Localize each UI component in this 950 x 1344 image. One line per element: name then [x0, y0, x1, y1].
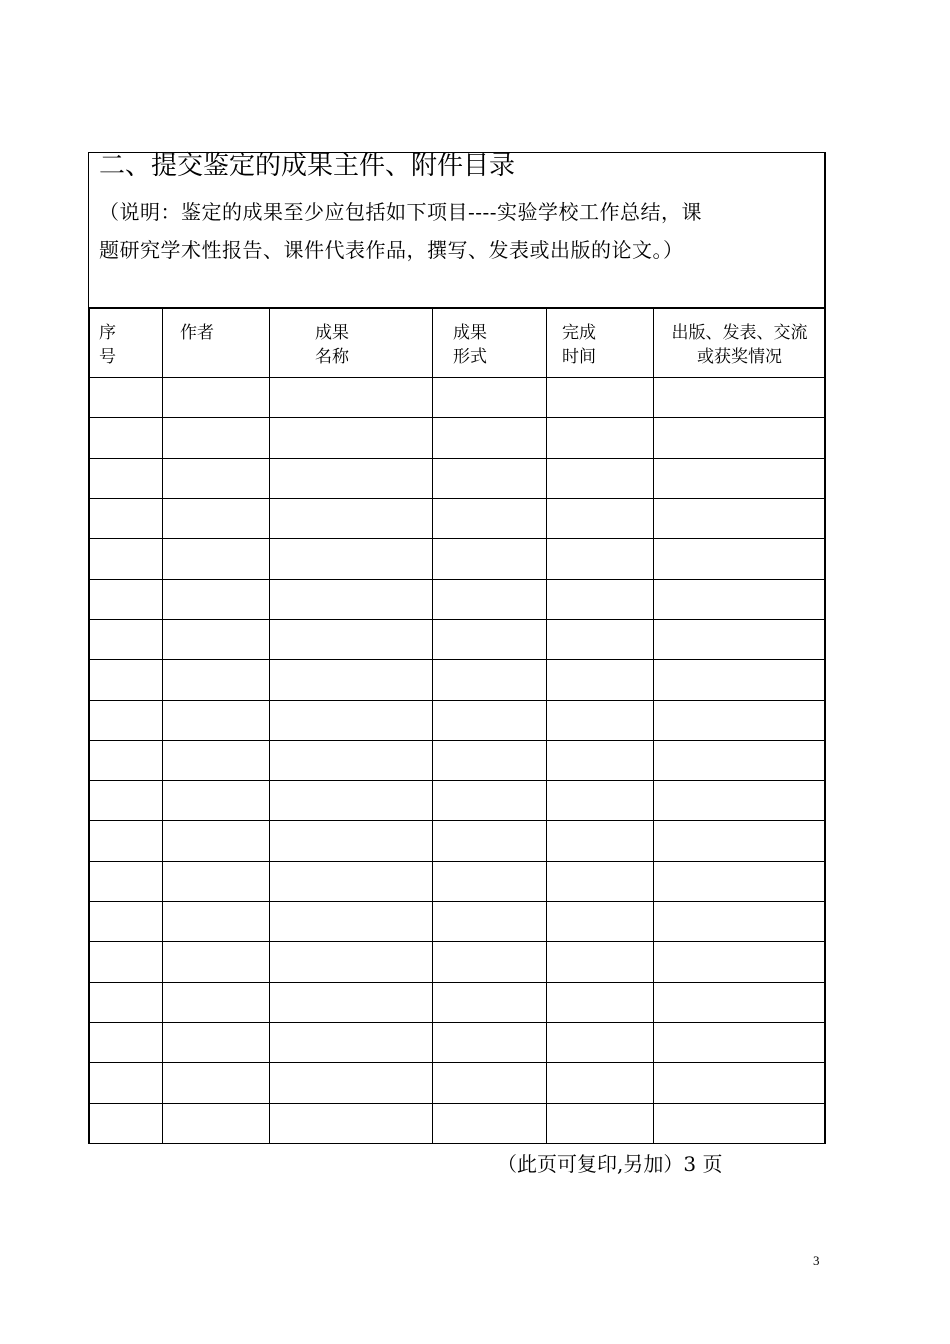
header-publication-status — [654, 309, 826, 378]
time-cell[interactable] — [547, 660, 654, 700]
author-cell[interactable] — [163, 821, 270, 861]
form-cell[interactable] — [433, 781, 547, 821]
author-cell[interactable] — [163, 619, 270, 659]
table-row — [90, 539, 826, 579]
table-row — [90, 458, 826, 498]
author-cell[interactable] — [163, 660, 270, 700]
achievement-catalog-table — [89, 308, 826, 1144]
publication-cell[interactable] — [654, 902, 826, 942]
name-cell[interactable] — [270, 781, 433, 821]
name-cell[interactable] — [270, 740, 433, 780]
form-cell[interactable] — [433, 458, 547, 498]
table-row — [90, 1063, 826, 1103]
form-cell[interactable] — [433, 498, 547, 538]
form-cell[interactable] — [433, 1063, 547, 1103]
table-row — [90, 700, 826, 740]
author-cell[interactable] — [163, 700, 270, 740]
author-cell[interactable] — [163, 579, 270, 619]
form-cell[interactable] — [433, 660, 547, 700]
header-achievement-form — [433, 309, 547, 378]
header-name-line-1: 成果 — [315, 323, 349, 343]
name-cell[interactable] — [270, 458, 433, 498]
name-cell[interactable] — [270, 982, 433, 1022]
serial-cell[interactable] — [90, 1023, 163, 1063]
name-cell[interactable] — [270, 579, 433, 619]
author-cell[interactable] — [163, 740, 270, 780]
time-cell[interactable] — [547, 982, 654, 1022]
publication-cell[interactable] — [654, 498, 826, 538]
header-completion-time — [547, 309, 654, 378]
section-note — [99, 193, 819, 269]
serial-cell[interactable] — [90, 700, 163, 740]
serial-cell[interactable] — [90, 498, 163, 538]
section-title: 二、提交鉴定的成果主件、附件目录 — [99, 151, 516, 181]
publication-cell[interactable] — [654, 458, 826, 498]
author-cell[interactable] — [163, 418, 270, 458]
serial-cell[interactable] — [90, 781, 163, 821]
table-row — [90, 378, 826, 418]
page-number: 3 — [813, 1253, 820, 1268]
footer-note: （此页可复印,另加）3 页 — [497, 1152, 723, 1176]
author-cell[interactable] — [163, 781, 270, 821]
serial-cell[interactable] — [90, 1063, 163, 1103]
header-achievement-name — [270, 309, 433, 378]
serial-cell[interactable] — [90, 619, 163, 659]
serial-cell[interactable] — [90, 539, 163, 579]
author-cell[interactable] — [163, 982, 270, 1022]
publication-cell[interactable] — [654, 821, 826, 861]
name-cell[interactable] — [270, 619, 433, 659]
publication-cell[interactable] — [654, 378, 826, 418]
table-row — [90, 579, 826, 619]
time-cell[interactable] — [547, 740, 654, 780]
serial-cell[interactable] — [90, 458, 163, 498]
name-cell[interactable] — [270, 861, 433, 901]
publication-cell[interactable] — [654, 861, 826, 901]
publication-cell[interactable] — [654, 1023, 826, 1063]
form-cell[interactable] — [433, 378, 547, 418]
header-publication-line-1: 出版、发表、交流 — [671, 323, 808, 343]
time-cell[interactable] — [547, 458, 654, 498]
catalog-form — [88, 152, 826, 1144]
publication-cell[interactable] — [654, 982, 826, 1022]
header-form-line-1: 成果 — [453, 323, 487, 343]
section-note-line-1: （说明：鉴定的成果至少应包括如下项目----实验学校工作总结，课 — [99, 200, 703, 224]
name-cell[interactable] — [270, 942, 433, 982]
form-cell[interactable] — [433, 1103, 547, 1143]
name-cell[interactable] — [270, 700, 433, 740]
name-cell[interactable] — [270, 660, 433, 700]
publication-cell[interactable] — [654, 539, 826, 579]
time-cell[interactable] — [547, 1063, 654, 1103]
table-body — [90, 378, 826, 1144]
name-cell[interactable] — [270, 1103, 433, 1143]
author-cell[interactable] — [163, 539, 270, 579]
serial-cell[interactable] — [90, 821, 163, 861]
author-cell[interactable] — [163, 1023, 270, 1063]
form-header-block — [89, 153, 824, 308]
time-cell[interactable] — [547, 821, 654, 861]
time-cell[interactable] — [547, 781, 654, 821]
form-cell[interactable] — [433, 619, 547, 659]
serial-cell[interactable] — [90, 418, 163, 458]
time-cell[interactable] — [547, 902, 654, 942]
header-form-line-2: 形式 — [453, 347, 487, 367]
time-cell[interactable] — [547, 418, 654, 458]
serial-cell[interactable] — [90, 861, 163, 901]
time-cell[interactable] — [547, 700, 654, 740]
publication-cell[interactable] — [654, 418, 826, 458]
name-cell[interactable] — [270, 1023, 433, 1063]
time-cell[interactable] — [547, 579, 654, 619]
author-cell[interactable] — [163, 942, 270, 982]
header-serial-line-1: 序 — [99, 323, 116, 343]
table-row — [90, 740, 826, 780]
section-note-line-2: 题研究学术性报告、课件代表作品，撰写、发表或出版的论文。） — [99, 238, 684, 262]
table-header-row — [90, 309, 826, 378]
form-cell[interactable] — [433, 740, 547, 780]
author-cell[interactable] — [163, 498, 270, 538]
author-cell[interactable] — [163, 902, 270, 942]
author-cell[interactable] — [163, 1063, 270, 1103]
time-cell[interactable] — [547, 942, 654, 982]
publication-cell[interactable] — [654, 1063, 826, 1103]
form-cell[interactable] — [433, 902, 547, 942]
form-cell[interactable] — [433, 1023, 547, 1063]
form-cell[interactable] — [433, 700, 547, 740]
form-cell[interactable] — [433, 942, 547, 982]
serial-cell[interactable] — [90, 982, 163, 1022]
time-cell[interactable] — [547, 378, 654, 418]
name-cell[interactable] — [270, 498, 433, 538]
publication-cell[interactable] — [654, 660, 826, 700]
form-cell[interactable] — [433, 579, 547, 619]
name-cell[interactable] — [270, 902, 433, 942]
time-cell[interactable] — [547, 619, 654, 659]
time-cell[interactable] — [547, 498, 654, 538]
form-cell[interactable] — [433, 821, 547, 861]
header-name-line-2: 名称 — [315, 347, 349, 367]
author-cell[interactable] — [163, 378, 270, 418]
header-serial-line-2: 号 — [99, 347, 116, 367]
table-row — [90, 1023, 826, 1063]
publication-cell[interactable] — [654, 579, 826, 619]
serial-cell[interactable] — [90, 740, 163, 780]
header-author-line-1: 作者 — [180, 323, 214, 343]
publication-cell[interactable] — [654, 700, 826, 740]
publication-cell[interactable] — [654, 781, 826, 821]
table-row — [90, 781, 826, 821]
serial-cell[interactable] — [90, 378, 163, 418]
form-cell[interactable] — [433, 539, 547, 579]
header-publication-line-2: 或获奖情况 — [697, 347, 782, 367]
table-row — [90, 498, 826, 538]
table-row — [90, 982, 826, 1022]
serial-cell[interactable] — [90, 1103, 163, 1143]
author-cell[interactable] — [163, 1103, 270, 1143]
table-row — [90, 821, 826, 861]
author-cell[interactable] — [163, 458, 270, 498]
publication-cell[interactable] — [654, 942, 826, 982]
header-serial-number — [90, 309, 163, 378]
publication-cell[interactable] — [654, 619, 826, 659]
serial-cell[interactable] — [90, 660, 163, 700]
header-author — [163, 309, 270, 378]
table-row — [90, 660, 826, 700]
header-time-line-1: 完成 — [562, 323, 596, 343]
form-cell[interactable] — [433, 982, 547, 1022]
serial-cell[interactable] — [90, 902, 163, 942]
form-cell[interactable] — [433, 861, 547, 901]
name-cell[interactable] — [270, 378, 433, 418]
table-row — [90, 619, 826, 659]
table-row — [90, 942, 826, 982]
table-row — [90, 1103, 826, 1143]
serial-cell[interactable] — [90, 579, 163, 619]
time-cell[interactable] — [547, 1023, 654, 1063]
name-cell[interactable] — [270, 539, 433, 579]
author-cell[interactable] — [163, 861, 270, 901]
name-cell[interactable] — [270, 821, 433, 861]
name-cell[interactable] — [270, 1063, 433, 1103]
serial-cell[interactable] — [90, 942, 163, 982]
time-cell[interactable] — [547, 1103, 654, 1143]
time-cell[interactable] — [547, 539, 654, 579]
table-row — [90, 902, 826, 942]
table-row — [90, 418, 826, 458]
name-cell[interactable] — [270, 418, 433, 458]
publication-cell[interactable] — [654, 740, 826, 780]
header-time-line-2: 时间 — [562, 347, 596, 367]
form-cell[interactable] — [433, 418, 547, 458]
table-row — [90, 861, 826, 901]
publication-cell[interactable] — [654, 1103, 826, 1143]
time-cell[interactable] — [547, 861, 654, 901]
